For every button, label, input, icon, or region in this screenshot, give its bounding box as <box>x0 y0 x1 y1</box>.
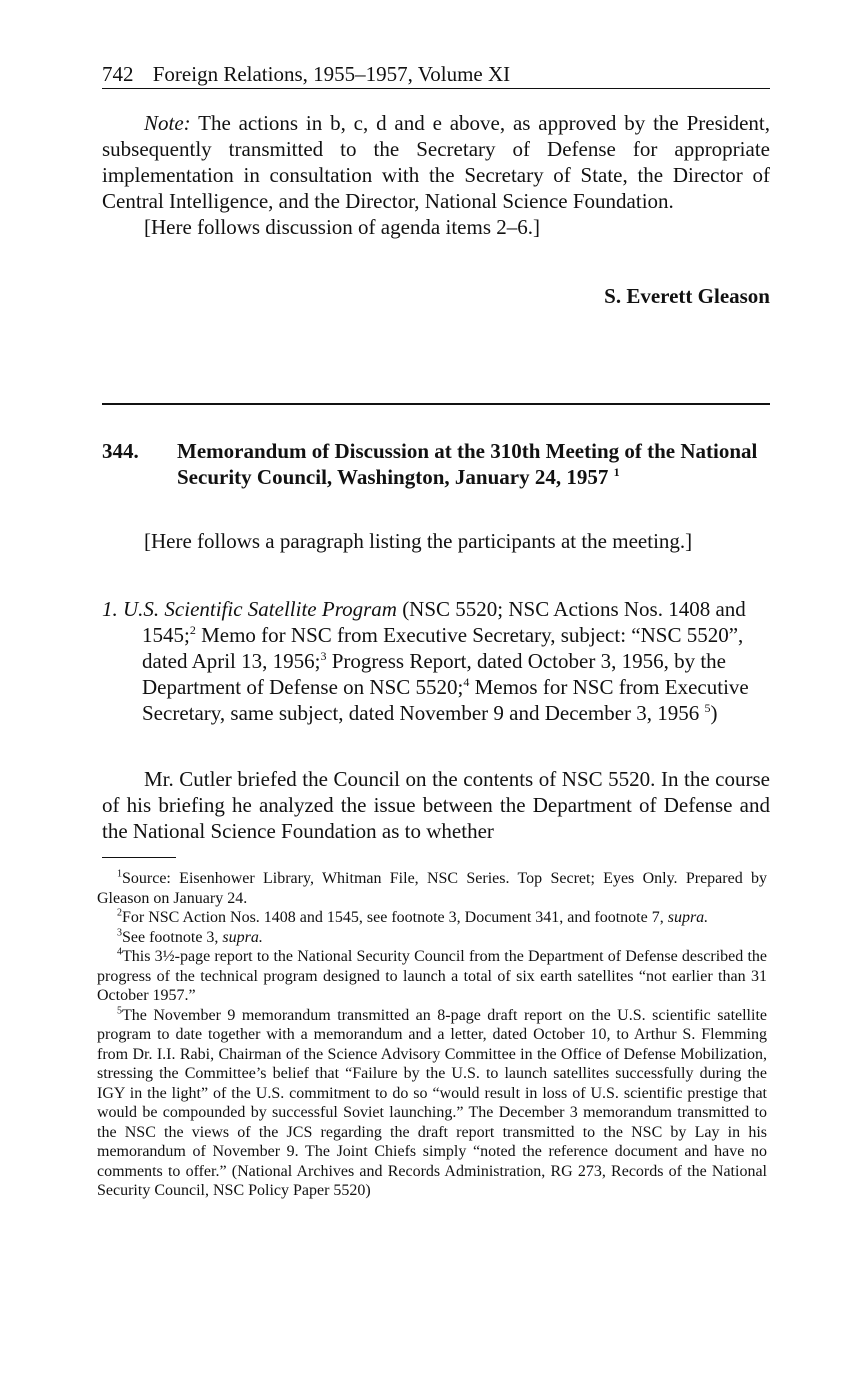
document-title: Memorandum of Discussion at the 310th Meeting of the National Security Council, Washington, January 24, 1957 <box>177 439 758 489</box>
page-number: 742 <box>102 62 134 86</box>
item-text-b: Memo for NSC from Executive Secretary, subject: “NSC 5520”, dated April 13, 1956; <box>142 623 744 673</box>
footnote-ref-2: 2 <box>189 623 196 637</box>
participants-text: [Here follows a paragraph listing the participants at the meeting.] <box>144 529 693 553</box>
note-text: The actions in b, c, d and e above, as approved by the President, subsequently transmitted to the Secretary of Defense for appropriate implementation in consultation with the Secretary of State, the Director of Central Intelligence, and the Director, National Science Foundation. <box>102 111 770 213</box>
note-label: Note: <box>144 111 191 135</box>
agenda-item-1 <box>102 596 770 726</box>
item-text-a: (NSC 5520; NSC Actions Nos. 1408 and 1545; <box>142 597 746 647</box>
footnote: $^1$Source: Eisenhower Library, Whitman File, NSC Series. Top Secret; Eyes Only. Prepared by Gleason on January 24. <box>97 868 767 907</box>
participants-paragraph <box>102 528 770 554</box>
running-head <box>102 60 770 89</box>
item-text-c: Progress Report, dated October 3, 1956, by the Department of Defense on NSC 5520; <box>142 649 726 699</box>
briefing-text: Mr. Cutler briefed the Council on the contents of NSC 5520. In the course of his briefing he analyzed the issue between the Department of Defense and the National Science Foundation as to whether <box>102 767 770 843</box>
item-text-d: Memos for NSC from Executive Secretary, same subject, dated November 9 and December 3, 1956 <box>142 675 749 725</box>
footnote-ref-4: 4 <box>463 675 470 689</box>
footnote: $^2$For NSC Action Nos. 1408 and 1545, see footnote 3, Document 341, and footnote 7, supra. <box>117 907 709 926</box>
item-subject: U.S. Scientific Satellite Program <box>123 597 397 621</box>
footnote-rule <box>102 857 176 858</box>
section-divider <box>102 403 770 405</box>
footnote: $^4$This 3½-page report to the National Security Council from the Department of Defense described the progress of the technical program designed to launch a total of six earth satellites “not earlier than 31 October 1957.” <box>97 946 767 1004</box>
document-heading <box>102 438 770 490</box>
note-paragraph <box>102 110 770 240</box>
footnote: $^3$See footnote 3, supra. <box>117 927 263 946</box>
agenda-follows: [Here follows discussion of agenda items 2–6.] <box>144 215 540 239</box>
signature: S. Everett Gleason <box>604 284 770 308</box>
footnotes <box>97 869 767 1201</box>
volume-title: Foreign Relations, 1955–1957, Volume XI <box>152 62 511 86</box>
document-number: 344. <box>102 439 139 463</box>
footnote-ref-1: 1 <box>613 465 620 479</box>
footnote-ref-3: 3 <box>320 649 327 663</box>
footnote-ref-5: 5 <box>704 701 711 715</box>
item-number: 1. <box>102 597 118 621</box>
item-text-e: ) <box>710 701 718 725</box>
briefing-paragraph <box>102 766 770 844</box>
footnote: $^5$The November 9 memorandum transmitted an 8-page draft report on the U.S. scientific satellite program to date together with a memorandum and a letter, dated October 10, to Arthur S. Flemming from Dr. I.I. Rabi, Chairman of the Science Advisory Committee in the Office of Defense Mobilization, stressing the Committee’s belief that “Failure by the U.S. to launch satellites successfully during the IGY in the light” of the U.S. commitment to do so “would result in loss of U.S. scientific prestige that would be compounded by successful Soviet launching.” The December 3 memorandum transmitted to the NSC the views of the JCS regarding the draft report transmitted to the NSC by Lay in his memorandum of November 9. The Joint Chiefs simply “noted the reference document and have no comments to offer.” (National Archives and Records Administration, RG 273, Records of the National Security Council, NSC Policy Paper 5520) <box>97 1005 767 1199</box>
